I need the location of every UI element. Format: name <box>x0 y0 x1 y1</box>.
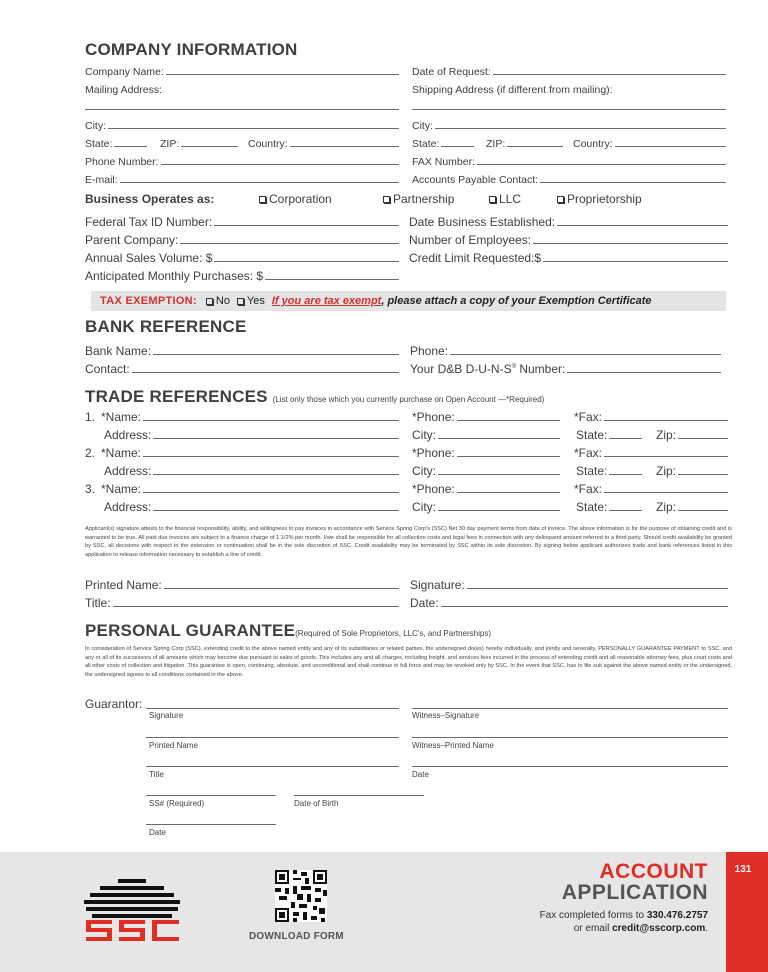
duns-line[interactable] <box>567 361 721 373</box>
company-name-line[interactable] <box>166 64 399 75</box>
date-line[interactable] <box>441 595 728 607</box>
trade-ref-3-fax-label: *Fax: <box>574 482 603 496</box>
trade-references-heading <box>85 387 544 407</box>
tax-yes-label: Yes <box>246 295 265 307</box>
trade-ref-2-city-label: City: <box>412 464 436 478</box>
trade-ref-2-zip-field[interactable] <box>656 461 728 478</box>
duns-label-text: Your D&B D-U-N-S <box>410 362 512 376</box>
trade-ref-1-name-label: *Name: <box>101 410 142 424</box>
trade-ref-3-city-field[interactable] <box>412 497 560 514</box>
ship-country-label: Country: <box>573 138 613 150</box>
email-suffix: . <box>705 923 708 934</box>
trade-ref-2-fax-line[interactable] <box>604 445 728 457</box>
tax-yes-option[interactable] <box>237 295 265 307</box>
guarantor-title-line[interactable] <box>146 766 399 767</box>
phone-number-line[interactable] <box>161 154 399 165</box>
date-of-request-field[interactable] <box>412 62 726 78</box>
bank-name-line[interactable] <box>153 343 399 355</box>
trade-ref-2-phone-label: *Phone: <box>412 446 455 460</box>
ss-date-line[interactable] <box>146 824 276 825</box>
trade-ref-1-zip-line[interactable] <box>678 427 728 439</box>
llc-option[interactable] <box>489 192 521 206</box>
proprietorship-checkbox[interactable] <box>557 196 564 203</box>
trade-ref-3-name-line[interactable] <box>143 481 399 493</box>
attestation-paragraph: Applicant(s) signature attests to the financial responsibility, ability, and willingness to pay invoices in accordance with Service Spring Corp's (SSC) Net 30 day payment terms from date of invoice. The above information is for the purpose of obtaining credit and is warranted to be true. All past due invoices are subject to a finance charge of 1 1/2% per month. I/we shall be responsible for all collection costs and legal fees in connection with any delinquent amount referred to a third party. Should credit availability be granted by SSC, all decisions with respect to the extension or continuation shall be in the sole discretion of SSC. Credit availability may be terminated by SSC within its sole discretion. By signing below applicant authorizes trade and bank references listed in this application to release information necessary to establish a line of credit. <box>85 526 732 558</box>
tax-exempt-link[interactable]: If you are tax exempt <box>271 295 382 307</box>
shipping-address-line[interactable] <box>412 109 726 110</box>
trade-ref-1-address-line[interactable] <box>153 427 399 439</box>
trade-ref-1-state-field[interactable] <box>576 425 642 442</box>
bank-contact-field[interactable] <box>85 359 399 376</box>
ship-zip-line[interactable] <box>507 136 563 147</box>
phone-number-field[interactable] <box>85 152 399 168</box>
account-title: ACCOUNT <box>599 860 708 883</box>
date-field[interactable] <box>410 593 728 610</box>
trade-ref-2-name-field[interactable] <box>85 443 399 460</box>
bank-phone-label: Phone: <box>410 344 449 358</box>
country-label: Country: <box>248 138 288 150</box>
proprietorship-option[interactable] <box>557 192 642 206</box>
ship-city-field[interactable] <box>412 116 726 132</box>
corporation-checkbox[interactable] <box>259 196 266 203</box>
application-title: APPLICATION <box>561 881 708 904</box>
state-label: State: <box>85 138 113 150</box>
accounts-payable-field[interactable] <box>412 170 726 186</box>
zip-line[interactable] <box>181 136 238 147</box>
trade-ref-1-state-label: State: <box>576 428 608 442</box>
accounts-payable-line[interactable] <box>540 172 726 183</box>
date-established-field[interactable] <box>409 212 728 229</box>
trade-ref-2-name-label: *Name: <box>101 446 142 460</box>
federal-tax-id-field[interactable] <box>85 212 399 229</box>
annual-sales-label: Annual Sales Volume: $ <box>85 251 213 265</box>
trade-ref-3-zip-field[interactable] <box>656 497 728 514</box>
num-employees-line[interactable] <box>533 232 728 244</box>
date-of-request-line[interactable] <box>493 64 726 75</box>
trade-references-title: TRADE REFERENCES <box>85 387 268 406</box>
witness-printed-name-line[interactable] <box>412 737 728 738</box>
proprietorship-label: Proprietorship <box>567 192 642 206</box>
annual-sales-field[interactable] <box>85 248 399 265</box>
bank-contact-line[interactable] <box>132 361 399 373</box>
tax-exemption-label: TAX EXEMPTION: <box>100 295 197 307</box>
trade-ref-3-address-label: Address: <box>104 500 152 514</box>
trade-ref-3-name-field[interactable] <box>85 479 399 496</box>
monthly-purchases-line[interactable] <box>265 268 399 280</box>
witness-signature-caption: Witness–Signature <box>412 711 480 720</box>
ship-city-line[interactable] <box>435 118 726 129</box>
trade-ref-2-number: 2. <box>85 446 96 460</box>
trade-ref-3-fax-line[interactable] <box>604 481 728 493</box>
tax-no-label: No <box>215 295 230 307</box>
city-field[interactable] <box>85 116 399 132</box>
trade-references-note: (List only those which you currently purchase on Open Account —*Required) <box>272 395 545 404</box>
ship-country-field[interactable] <box>573 134 726 150</box>
ship-country-line[interactable] <box>615 136 726 147</box>
printed-name-line[interactable] <box>164 577 399 589</box>
trade-ref-1-phone-label: *Phone: <box>412 410 455 424</box>
email-line[interactable] <box>120 172 399 183</box>
date-label: Date: <box>410 596 439 610</box>
printed-name-label: Printed Name: <box>85 578 162 592</box>
date-of-birth-line[interactable] <box>294 795 424 796</box>
state-field[interactable] <box>85 134 147 150</box>
date-of-request-label: Date of Request: <box>412 66 491 78</box>
signature-label: Signature: <box>410 578 465 592</box>
witness-printed-name-caption: Witness–Printed Name <box>412 741 494 750</box>
ship-zip-field[interactable] <box>486 134 563 150</box>
trade-ref-3-phone-label: *Phone: <box>412 482 455 496</box>
trade-ref-2-address-line[interactable] <box>153 463 399 475</box>
personal-guarantee-note: (Required of Sole Proprietors, LLC's, and Partnerships) <box>295 629 491 638</box>
trade-ref-3-name-label: *Name: <box>101 482 142 496</box>
trade-ref-1-phone-line[interactable] <box>457 409 560 421</box>
zip-label: ZIP: <box>160 138 180 150</box>
trade-ref-3-state-label: State: <box>576 500 608 514</box>
num-employees-field[interactable] <box>409 230 728 247</box>
trade-ref-3-phone-line[interactable] <box>457 481 560 493</box>
bank-name-field[interactable] <box>85 341 399 358</box>
duns-label-tail: Number: <box>516 362 566 376</box>
accounts-payable-label: Accounts Payable Contact: <box>412 174 539 186</box>
annual-sales-line[interactable] <box>214 250 399 262</box>
date-established-label: Date Business Established: <box>409 215 556 229</box>
city-line[interactable] <box>108 118 399 129</box>
tax-exemption-bar <box>91 291 726 311</box>
city-label: City: <box>85 120 106 132</box>
email-prefix: or email <box>573 923 613 934</box>
trade-ref-3-zip-line[interactable] <box>678 499 728 511</box>
trade-ref-2-state-label: State: <box>576 464 608 478</box>
trade-ref-1-fax-label: *Fax: <box>574 410 603 424</box>
trade-ref-2-state-line[interactable] <box>609 463 642 475</box>
ss-number-line[interactable] <box>146 795 276 796</box>
mailing-address-line[interactable] <box>85 109 399 110</box>
trade-ref-2-zip-label: Zip: <box>656 464 677 478</box>
witness-signature-line[interactable] <box>412 708 728 709</box>
monthly-purchases-label: Anticipated Monthly Purchases: $ <box>85 269 264 283</box>
trade-ref-1-fax-field[interactable] <box>574 407 728 424</box>
trade-ref-1-zip-field[interactable] <box>656 425 728 442</box>
email-field[interactable] <box>85 170 399 186</box>
llc-checkbox[interactable] <box>489 196 496 203</box>
guarantor-date-line[interactable] <box>412 766 728 767</box>
corporation-label: Corporation <box>269 192 332 206</box>
guarantor-date-caption: Date <box>412 770 429 779</box>
trade-ref-3-zip-label: Zip: <box>656 500 677 514</box>
fax-instruction <box>540 910 708 921</box>
date-established-line[interactable] <box>557 214 728 226</box>
fax-number-field[interactable] <box>412 152 726 168</box>
tax-exempt-instruction: , please attach a copy of your Exemption Certificate <box>381 295 652 307</box>
credit-limit-field[interactable] <box>409 248 728 265</box>
parent-company-line[interactable] <box>180 232 399 244</box>
email-link[interactable]: credit@sscorp.com <box>612 923 706 934</box>
signature-field[interactable] <box>410 575 728 592</box>
num-employees-label: Number of Employees: <box>409 233 532 247</box>
mailing-address-label: Mailing Address: <box>85 84 163 96</box>
trade-ref-2-phone-field[interactable] <box>412 443 560 460</box>
trade-ref-1-city-field[interactable] <box>412 425 560 442</box>
mailing-address-field[interactable] <box>85 80 399 96</box>
trade-ref-1-number: 1. <box>85 410 96 424</box>
trade-ref-2-zip-line[interactable] <box>678 463 728 475</box>
parent-company-field[interactable] <box>85 230 399 247</box>
federal-tax-id-line[interactable] <box>214 214 399 226</box>
personal-guarantee-title: PERSONAL GUARANTEE <box>85 621 296 640</box>
ship-state-field[interactable] <box>412 134 474 150</box>
download-form-label[interactable]: DOWNLOAD FORM <box>249 931 344 942</box>
bank-phone-line[interactable] <box>450 343 721 355</box>
signature-line[interactable] <box>467 577 728 589</box>
zip-field[interactable] <box>160 134 238 150</box>
partnership-checkbox[interactable] <box>383 196 390 203</box>
trade-ref-1-phone-field[interactable] <box>412 407 560 424</box>
business-operates-label: Business Operates as: <box>85 192 215 206</box>
country-field[interactable] <box>248 134 399 150</box>
credit-limit-line[interactable] <box>543 250 728 262</box>
personal-guarantee-heading <box>85 621 491 641</box>
guarantor-signature-line[interactable] <box>146 708 399 709</box>
bank-phone-field[interactable] <box>410 341 721 358</box>
fax-number-line[interactable] <box>477 154 726 165</box>
trade-ref-2-city-line[interactable] <box>438 463 560 475</box>
ship-state-line[interactable] <box>441 136 474 147</box>
trade-ref-2-fax-label: *Fax: <box>574 446 603 460</box>
trade-ref-3-city-label: City: <box>412 500 436 514</box>
guarantor-printed-name-caption: Printed Name <box>149 741 198 750</box>
trade-ref-1-city-label: City: <box>412 428 436 442</box>
fax-prefix: Fax completed forms to <box>539 910 647 921</box>
company-name-label: Company Name: <box>85 66 164 78</box>
partnership-option[interactable] <box>383 192 454 206</box>
date-of-birth-caption: Date of Birth <box>294 799 339 808</box>
trade-ref-3-address-field[interactable] <box>104 497 399 514</box>
shipping-address-label: Shipping Address (if different from mailing): <box>412 84 613 96</box>
bank-reference-heading: BANK REFERENCE <box>85 317 247 336</box>
trade-ref-2-phone-line[interactable] <box>457 445 560 457</box>
bank-contact-label: Contact: <box>85 362 130 376</box>
llc-label: LLC <box>499 192 522 206</box>
parent-company-label: Parent Company: <box>85 233 179 247</box>
guarantor-signature-caption: Signature <box>149 711 184 720</box>
bank-name-label: Bank Name: <box>85 344 152 358</box>
monthly-purchases-field[interactable] <box>85 266 399 283</box>
company-name-field[interactable] <box>85 62 399 78</box>
trade-ref-2-address-field[interactable] <box>104 461 399 478</box>
trade-ref-2-city-field[interactable] <box>412 461 560 478</box>
trade-ref-1-state-line[interactable] <box>609 427 642 439</box>
trade-ref-1-address-field[interactable] <box>104 425 399 442</box>
printed-name-field[interactable] <box>85 575 399 592</box>
guarantee-paragraph: In consideration of Service Spring Corp (SSC), extending credit to the above named entity and any of its subsidiaries or related parties, the undersigned do(es) hereby individually, and jointly and severally, PERSONALLY GUARANTEE PAYMENT to SSC, and any or all of its successors of all amounts which may become due pursuant to sales of goods. This includes any and all charges, including freight, and services fees incurred in the process of extending credit and all reasonable attorney fees, plus court costs and all other costs of collection and litigation. This guarantee is open, continuing, absolute, and unconditional and shall continue in full force and may be revoked only by SSC. In the event that SSC, has to file suit against the above named entity or the undersigned, the undersigned agrees to all conditions contained in the above. <box>85 646 732 678</box>
trade-ref-3-state-field[interactable] <box>576 497 642 514</box>
trade-ref-2-fax-field[interactable] <box>574 443 728 460</box>
federal-tax-id-label: Federal Tax ID Number: <box>85 215 213 229</box>
email-instruction <box>574 923 708 934</box>
ship-city-label: City: <box>412 120 433 132</box>
duns-registered-mark: ® <box>511 364 516 370</box>
shipping-address-field[interactable] <box>412 80 726 96</box>
trade-ref-2-state-field[interactable] <box>576 461 642 478</box>
guarantor-title-caption: Title <box>149 770 164 779</box>
trade-ref-2-address-label: Address: <box>104 464 152 478</box>
guarantor-label-field <box>85 694 155 711</box>
qr-code[interactable] <box>275 870 327 922</box>
corporation-option[interactable] <box>259 192 332 206</box>
trade-ref-1-name-line[interactable] <box>143 409 399 421</box>
email-label: E-mail: <box>85 174 118 186</box>
trade-ref-1-city-line[interactable] <box>438 427 560 439</box>
guarantor-printed-name-line[interactable] <box>146 737 399 738</box>
trade-ref-1-name-field[interactable] <box>85 407 399 424</box>
state-line[interactable] <box>114 136 147 147</box>
trade-ref-3-fax-field[interactable] <box>574 479 728 496</box>
ss-date-caption: Date <box>149 828 166 837</box>
trade-ref-3-phone-field[interactable] <box>412 479 560 496</box>
company-info-heading: COMPANY INFORMATION <box>85 40 298 59</box>
ship-zip-label: ZIP: <box>486 138 506 150</box>
trade-ref-3-address-line[interactable] <box>153 499 399 511</box>
phone-number-label: Phone Number: <box>85 156 159 168</box>
trade-ref-3-number: 3. <box>85 482 96 496</box>
duns-label <box>410 362 567 376</box>
ship-state-label: State: <box>412 138 440 150</box>
guarantor-label: Guarantor: <box>85 697 143 711</box>
country-line[interactable] <box>290 136 399 147</box>
trade-ref-3-city-line[interactable] <box>438 499 560 511</box>
trade-ref-2-name-line[interactable] <box>143 445 399 457</box>
ss-number-caption: SS# (Required) <box>149 799 205 808</box>
tax-no-option[interactable] <box>206 295 230 307</box>
title-line[interactable] <box>113 595 399 607</box>
trade-ref-1-zip-label: Zip: <box>656 428 677 442</box>
tax-yes-checkbox[interactable] <box>237 298 244 305</box>
tax-no-checkbox[interactable] <box>206 298 213 305</box>
title-field[interactable] <box>85 593 399 610</box>
trade-ref-1-address-label: Address: <box>104 428 152 442</box>
page-number: 131 <box>734 864 752 875</box>
qr-code-graphic <box>275 870 327 922</box>
ssc-logo <box>84 878 180 942</box>
fax-number-label: FAX Number: <box>412 156 476 168</box>
title-label: Title: <box>85 596 111 610</box>
trade-ref-3-state-line[interactable] <box>609 499 642 511</box>
credit-limit-label: Credit Limit Requested:$ <box>409 251 542 265</box>
partnership-label: Partnership <box>393 192 455 206</box>
ssc-logo-graphic <box>84 878 180 942</box>
trade-ref-1-fax-line[interactable] <box>604 409 728 421</box>
fax-number: 330.476.2757 <box>646 910 708 921</box>
duns-field[interactable] <box>410 359 721 376</box>
